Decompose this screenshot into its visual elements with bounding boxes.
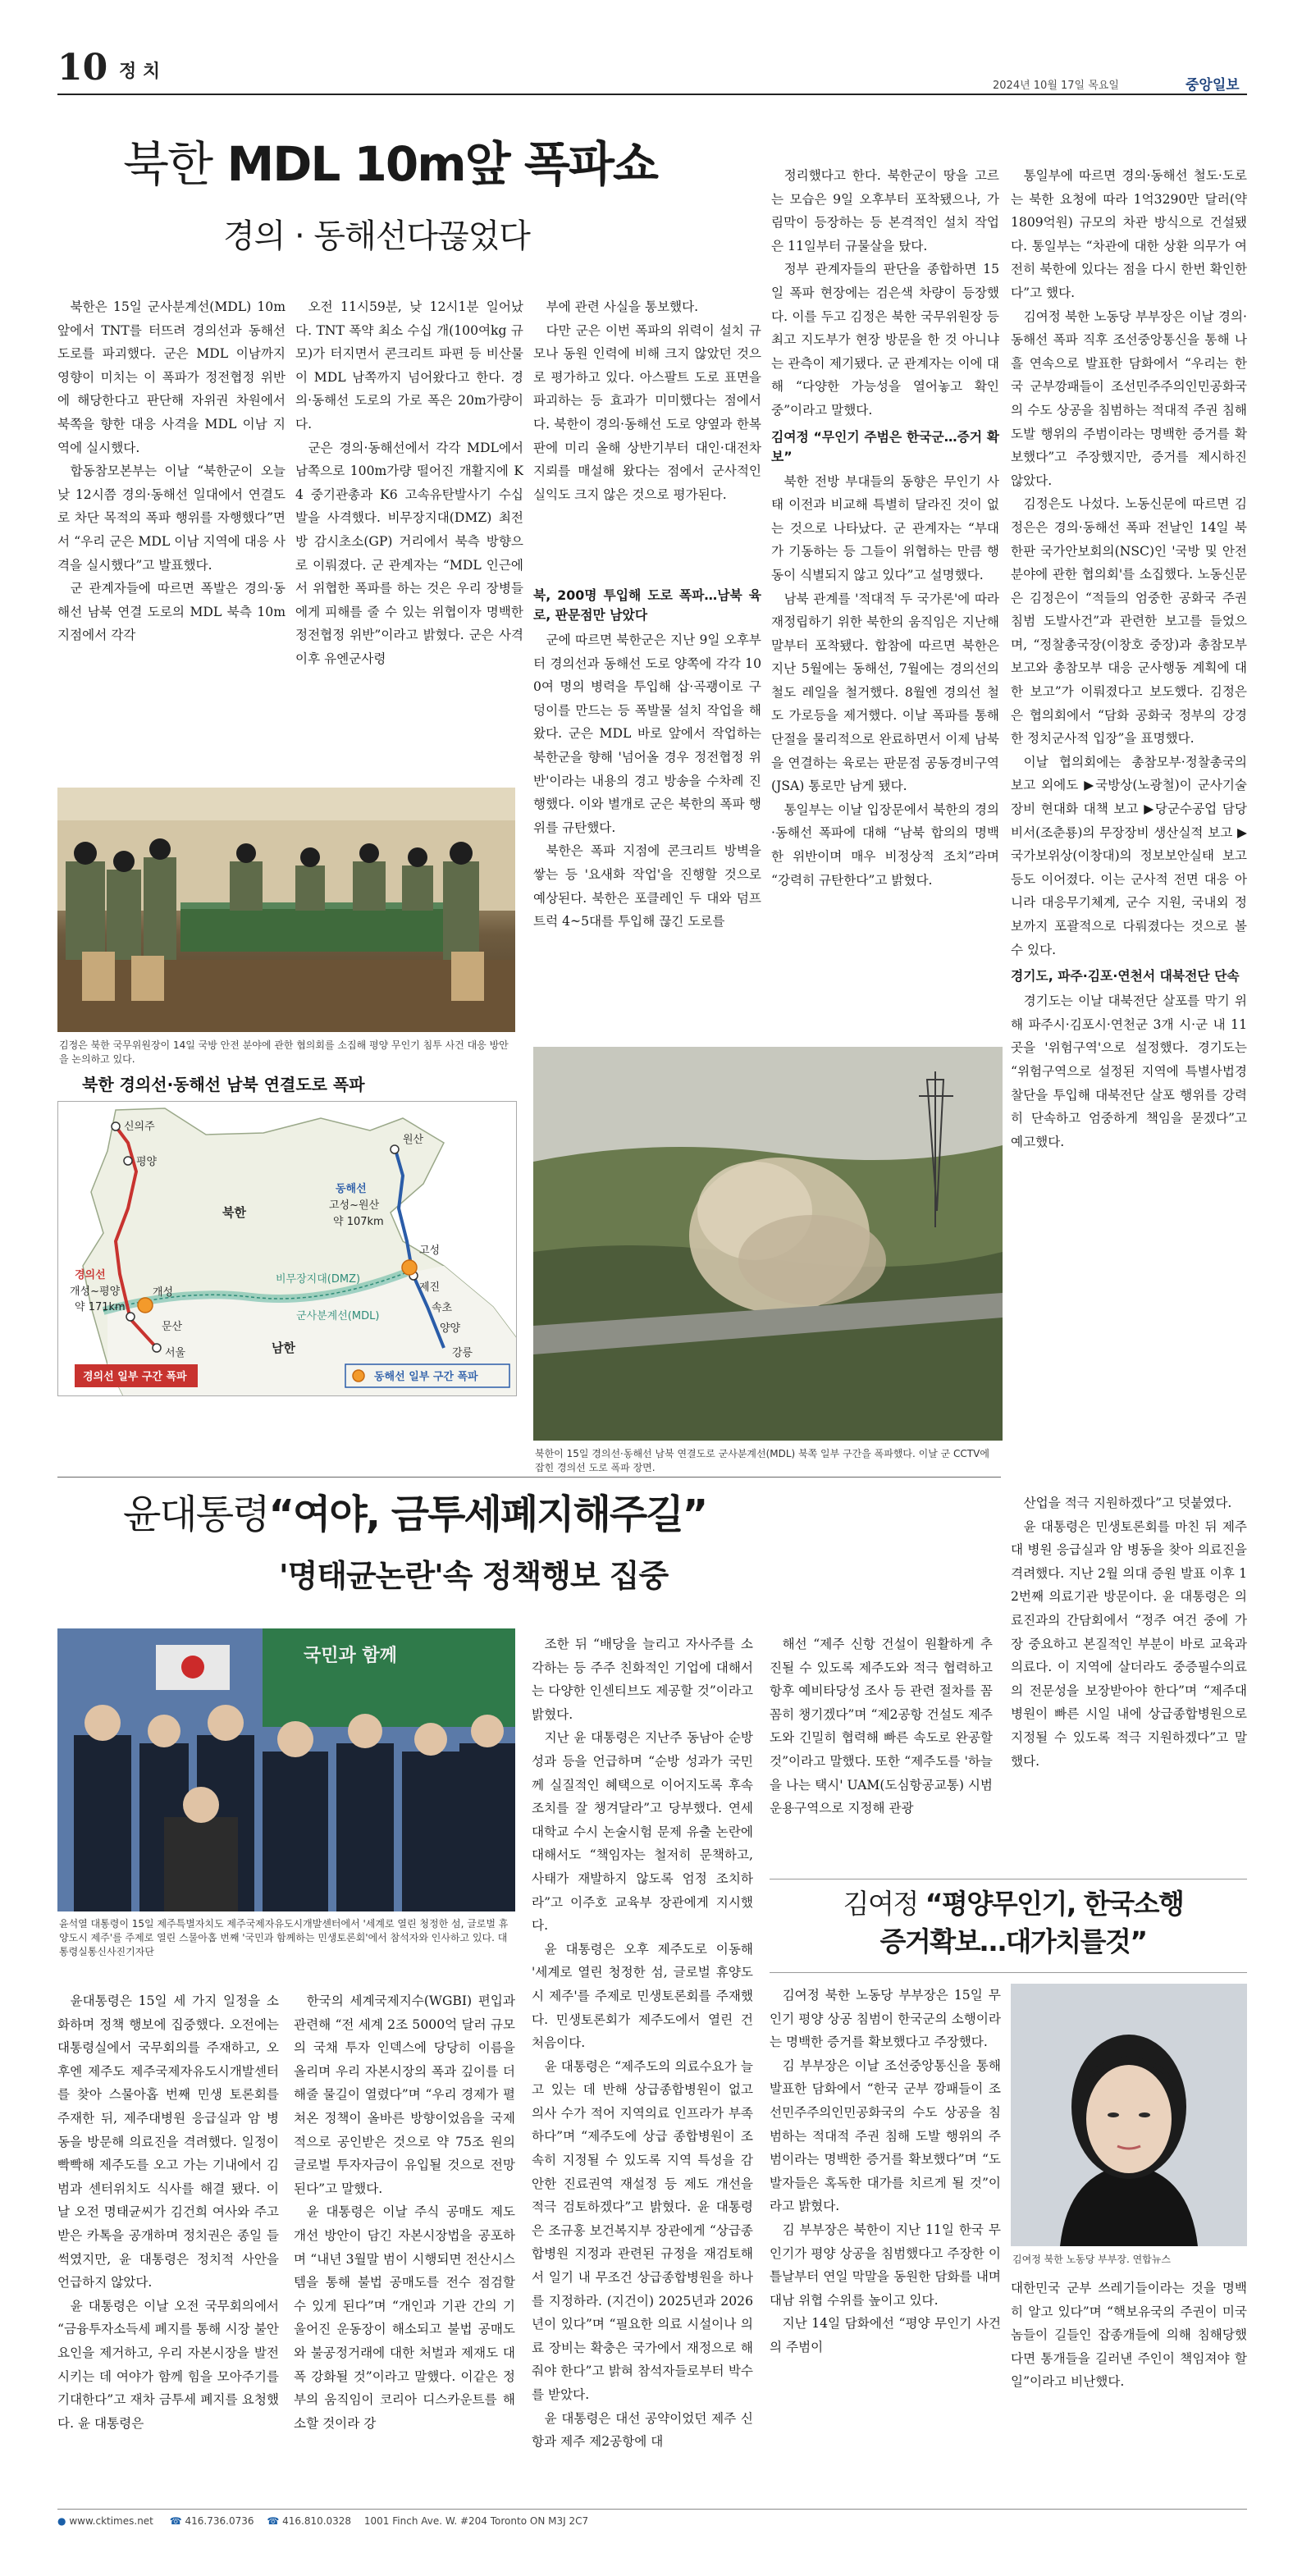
paragraph: 윤 대통령은 이날 오전 국무회의에서 “금융투자소득세 폐지를 통해 시장 불안 요인을 제거하고, 우리 자본시장을 발전시키는 데 여야가 함께 힘을 모아주기를 기대한다”고 재차 금투세 폐지를 요청했다. 윤 대통령은 [57, 2298, 279, 2431]
paragraph: 부에 관련 사실을 통보했다. [546, 299, 699, 314]
header-rule [57, 94, 1247, 95]
map-label-munsan: 문산 [162, 1321, 183, 1333]
paragraph: 다만 군은 이번 폭파의 위력이 설치 규모나 동원 인력에 비해 크지 않았던 것으로 평가하고 있다. 아스팔트 도로 표면을 파괴하는 등 효과가 미미했다는 점에서다. 북한이 경의·동해선 도로 양옆과 한복판에 미리 올해 상반기부터 대인·대전차 지뢰를 매설해 왔다는 점에서 군사적인 실익도 크지 않은 것으로 평가된다. [533, 322, 761, 502]
explosion-scene-image [533, 1047, 1003, 1441]
story2-col3 [532, 1633, 753, 2502]
paragraph: 북한은 폭파 지점에 콘크리트 방벽을 쌓는 등 '요새화 작업'을 진행할 것으로 예상된다. 북한은 포클레인 두 대와 덤프트럭 4~5대를 투입해 끊긴 도로를 [533, 843, 761, 929]
story1-col4 [771, 164, 999, 1042]
story3-headline-prefix: 김여정 [843, 1888, 918, 1920]
paragraph: 김 부부장은 이날 조선중앙통신을 통해 발표한 담화에서 “한국 군부 깡패들이 조선민주주의인민공화국의 수도 상공을 침범하는 적대적 주권 침해 도발 행위의 주범이라는 명백한 증거를 확보했다”며 “도발자들은 혹독한 대가를 치르게 될 것”이라고 밝혔다. [770, 2058, 1001, 2214]
kim-yo-jong-photo [1011, 1984, 1247, 2246]
story1-col3-continued [533, 581, 761, 1040]
paragraph: 경기도는 이날 대북전단 살포를 막기 위해 파주시·김포시·연천군 3개 시·군 내 11곳을 '위험구역'으로 설정했다. 경기도는 “위험구역으로 설정된 지역에 특별사법경찰단을 투입해 대북전단 살포 행위를 강력히 단속하고 엄중하게 책임을 묻겠다”고 예고했다. [1011, 993, 1247, 1149]
story1-col1 [57, 295, 286, 779]
paragraph: 합동참모본부는 이날 “북한군이 오늘 낮 12시쯤 경의·동해선 일대에서 연결도로 차단 목적의 폭파 행위를 자행했다”면서 “우리 군은 MDL 이남 지역에 대응 사격을 실시했다”고 발표했다. [57, 464, 286, 573]
paragraph: 대한민국 군부 쓰레기들이라는 것을 명백히 알고 있다”며 “핵보유국의 주권이 미국놈들이 길들인 잡종개들에 의해 침해당했다면 통개들을 길러낸 주인이 책임져야 할 일”이라고 비난했다. [1011, 2281, 1247, 2390]
map-label-dmz: 비무장지대(DMZ) [276, 1273, 361, 1286]
paragraph: 산업을 적극 지원하겠다”고 덧붙였다. [1023, 1496, 1232, 1510]
paragraph: 군에 따르면 북한군은 지난 9일 오후부터 경의선과 동해선 도로 양쪽에 각각 100여 명의 병력을 투입해 삽·곡괭이로 구덩이를 만드는 등 폭발물 설치 작업을 해왔다. 군은 MDL 바로 앞에서 작업하는 북한군을 향해 '넘어올 경우 정전협정 위반'이라는 내용의 경고 방송을 수차례 진행했다. 이와 별개로 군은 북한의 폭파 행위를 규탄했다. [533, 633, 761, 835]
map-label-kaesong: 개성 [153, 1286, 174, 1299]
story2-headline-main: “여야, 금투세폐지해주길” [268, 1491, 707, 1537]
footer-address: 1001 Finch Ave. W. #204 Toronto ON M3J 2C7 [363, 2515, 589, 2527]
map-label-pyongyang: 평양 [136, 1156, 158, 1168]
paragraph: 군은 경의·동해선에서 각각 MDL에서 남쪽으로 100m가량 떨어진 개활지에 K4 중기관총과 K6 고속유탄발사기 수십 발을 사격했다. 비무장지대(DMZ) 최전방 감시초소(GP) 거리에서 북측 방향으로 이뤄졌다. 군 관계자는 “MDL 인근에서 위협한 폭파를 하는 것은 우리 장병들에게 피해를 줄 수 있는 위협이자 명백한 정전협정 위반”이라고 밝혔다. 군은 사격 이후 유엔군사령 [295, 440, 523, 666]
map-label-gangneung: 강릉 [452, 1347, 473, 1359]
paragraph: 한국의 세계국제지수(WGBI) 편입과 관련해 “전 세계 2조 5000억 달러 규모의 국채 투자 인덱스에 당당히 이름을 올리며 우리 자본시장의 폭과 깊이를 더해줄 물길이 열렸다”며 “우리 경제가 펼쳐온 정책이 올바른 방향이었음을 국제적으로 공인받은 것으로 약 75조 원의 글로벌 투자자금이 유입될 것으로 전망된다”고 말했다. [294, 1994, 515, 2196]
story3-col1 [770, 1984, 1001, 2501]
paragraph: 지난 윤 대통령은 지난주 동남아 순방 성과 등을 언급하며 “순방 성과가 국민께 실질적인 혜택으로 이어지도록 후속 조치를 잘 챙겨달라”고 당부했다. 연세대학교 수시 논술시험 문제 유출 논란에 대해서도 “책임자는 철저히 문책하고, 사태가 재발하지 않도록 엄정 조치하라”고 이주호 교육부 장관에게 지시했다. [532, 1730, 753, 1934]
map-title: 북한 경의선·동해선 남북 연결도로 폭파 [82, 1075, 365, 1094]
map-label-wonsan: 원산 [403, 1134, 424, 1146]
kim-yo-jong-photo-caption: 김여정 북한 노동당 부부장. 연합뉴스 [1012, 2254, 1171, 2265]
paragraph: 북한 전방 부대들의 동향은 무인기 사태 이전과 비교해 특별히 달라진 것이 없는 것으로 나타났다. 군 관계자는 “부대가 기동하는 등 그들이 위협하는 만큼 행동이 식별되지 않고 있다”고 설명했다. [771, 473, 999, 582]
story1-subheading: 북, 200명 투입해 도로 폭파…남북 육로, 판문점만 남았다 [533, 587, 761, 623]
story1-subhead: 경의 · 동해선다끊었다 [223, 217, 530, 255]
story2-col2 [294, 1989, 515, 2502]
paragraph: 오전 11시59분, 낮 12시1분 일어났다. TNT 폭약 최소 수십 개(100여kg 규모)가 터지면서 콘크리트 파편 등 비산물이 MDL 남쪽까지 넘어왔다고 한다. 경의·동해선 도로의 가로 폭은 20m가량이다. [295, 299, 523, 432]
fax-icon: ☎ [267, 2515, 280, 2527]
story1-headline-prefix: 북한 [123, 136, 212, 192]
story2-headline-prefix: 윤대통령 [123, 1491, 269, 1537]
globe-icon: ● [57, 2515, 66, 2527]
paragraph: 윤 대통령은 “제주도의 의료수요가 늘고 있는 데 반해 상급종합병원이 없고 의사 수가 적어 지역의료 인프라가 부족하다”며 “제주도에 상급 종합병원이 조속히 지정될 수 있도록 지역 특성을 감안한 진료권역 재설정 등 제도 개선을 적극 검토하겠다”고 밝혔다. 윤 대통령은 조규홍 보건복지부 장관에게 “상급종합병원 지정과 관련된 규정을 재검토해서 일기 내 무조건 상급종합병원을 하나를 지정하라. (지건이) 2025년과 2026년이 있다”며 “필요한 의료 시설이나 의료 장비는 확충은 국가에서 재정으로 해줘야 한다”고 밝혀 참석자들로부터 박수를 받았다. [532, 2058, 753, 2402]
footer-rule [57, 2509, 1247, 2510]
paragraph: 김여정 북한 노동당 부부장은 이날 경의·동해선 폭파 직후 조선중앙통신을 통해 나흘 연속으로 발표한 담화에서 “우리는 한국 군부깡패들이 조선민주주의인민공화국의 수도 상공을 침범하는 적대적 주권 침해 도발 행위의 주범이라는 명백한 증거를 확보했다”고 주장했지만, 증거를 제시하진 않았다. [1011, 308, 1247, 488]
paragraph: 김정은도 나섰다. 노동신문에 따르면 김정은은 경의·동해선 폭파 전날인 14일 북한판 국가안보회의(NSC)인 '국방 및 안전 분야에 관한 협의회'를 소집했다. 노동신문은 김정은이 “적들의 엄중한 공화국 주권 침범 도발사건”과 관련한 보고를 들었으며, “정찰총국장(이창호 중장)과 총참모부 보고와 총참모부 대응 군사행동 계획에 대한 보고”가 이뤄졌다고 보도했다. 김정은은 협의회에서 “담화 공화국 정부의 강경한 정치군사적 입장”을 표명했다. [1011, 496, 1247, 747]
map-label-jejin: 제진 [419, 1281, 441, 1294]
explosion-photo-caption: 북한이 15일 경의선·동해선 남북 연결도로 군사분계선(MDL) 북쪽 일부 구간을 폭파했다. 이날 군 CCTV에 잡힌 경의선 도로 폭파 장면. [535, 1448, 989, 1473]
story1-headline-main: MDL 10m앞 폭파쇼 [226, 136, 657, 192]
story1-col5-subheading: 경기도, 파주·김포·연천서 대북전단 단속 [1011, 968, 1240, 984]
meeting-photo [57, 788, 515, 1032]
story3-headline-line1 [783, 1885, 1243, 1923]
map-label-south: 남한 [272, 1341, 295, 1355]
phone-icon: ☎ [169, 2515, 182, 2527]
paragraph: 정리했다고 한다. 북한군이 땅을 고르는 모습은 9일 오후부터 포착됐으나, 가림막이 등장하는 등 본격적인 설치 작업은 11일부터 규물살을 탔다. [771, 168, 999, 253]
map-label-seoul: 서울 [165, 1347, 186, 1359]
story2-col4 [770, 1633, 993, 1866]
paragraph: 김여정 북한 노동당 부부장은 15일 무인기 평양 상공 침범이 한국군의 소행이라는 명백한 증거를 확보했다고 주장했다. [770, 1988, 1001, 2050]
page-number: 10 [57, 47, 108, 89]
map-label-gyeongui-range: 개성~평양 [70, 1286, 121, 1298]
paragraph: 윤대통령은 15일 세 가지 일정을 소화하며 정책 행보에 집중했다. 오전에는 대통령실에서 국무회의를 주재하고, 오후엔 제주도 제주국제자유도시개발센터를 찾아 스물아홉 번째 민생 토론회를 주재한 뒤, 제주대병원 응급실과 암 병동을 방문해 의료진을 격려했다. 일정이 빡빡해 제주도를 오고 가는 기내에서 김범과 센터위치도 식사를 해결 됐다. 이날 오전 명태균씨가 김건희 여사와 주고받은 카톡을 공개하며 정치권은 종일 들썩였지만, 윤 대통령은 정치적 사안을 언급하지 않았다. [57, 1994, 279, 2291]
issue-date: 2024년 10월 17일 목요일 [993, 80, 1119, 92]
president-photo [57, 1628, 515, 1911]
paragraph: 김 부부장은 북한이 지난 11일 한국 무인기가 평양 상공을 침범했다고 주장한 이틀날부터 연일 막말을 동원한 담화를 내며 대남 위협 수위를 높이고 있다. [770, 2222, 1001, 2308]
story1-col5 [1011, 164, 1247, 1485]
portrait-image [1011, 1984, 1247, 2246]
map-label-goseong: 고성 [419, 1245, 441, 1257]
paragraph: 통일부는 이날 입장문에서 북한의 경의·동해선 폭파에 대해 “남북 합의의 명백한 위반이며 매우 비정상적 조치”라며 “강력히 규탄한다”고 밝혔다. [771, 802, 999, 888]
story2-subhead: '명태균논란'속 정책행보 집중 [279, 1558, 669, 1594]
president-photo-caption: 윤석열 대통령이 15일 제주특별자치도 제주국제자유도시개발센터에서 '세계로 열린 청정한 섬, 글로벌 휴양도시 제주'를 주제로 열린 스물아홉 번째 '국민과 함께하는 민생토론회'에서 참석자와 인사하고 있다. 대통령실통신사진기자단 [59, 1918, 509, 1957]
paragraph: 윤 대통령은 민생토론회를 마친 뒤 제주대 병원 응급실과 암 병동을 찾아 의료진을 격려했다. 지난 2월 의대 증원 발표 이후 12번째 의료기관 방문이다. 윤 대통령은 의료진과의 간담회에서 “정주 여건 중에 가장 중요하고 본질적인 부분이 바로 교육과 의료다. 이 지역에 살더라도 중증필수의료의 전문성을 보장받아야 한다”며 “제주대병원이 빠른 시일 내에 상급종합병원으로 지정될 수 있도록 적극 지원하겠다”고 말했다. [1011, 1519, 1247, 1769]
story2-col1 [57, 1989, 279, 2502]
paragraph: 정부 관계자들의 판단을 종합하면 15일 폭파 현장에는 검은색 차량이 등장했다. 이를 두고 김정은 북한 국무위원장 등 최고 지도부가 현장 방문을 한 것 아니냐는 관측이 제기됐다. 군 관계자는 이에 대해 “다양한 가능성을 열어놓고 확인 중”이라고 말했다. [771, 262, 999, 418]
map-label-sinuiju: 신의주 [124, 1121, 155, 1133]
footer-phone2: 416.810.0328 [282, 2515, 352, 2527]
story2-col5 [1011, 1491, 1247, 1869]
story3-headline [783, 1885, 1243, 1961]
map-label-gyeongui-length: 약 171km [75, 1301, 126, 1313]
map-label-mdl: 군사분계선(MDL) [296, 1310, 380, 1322]
paragraph: 지난 14일 담화에선 “평양 무인기 사건의 주범이 [770, 2316, 1001, 2354]
paragraph: 군 관계자들에 따르면 폭발은 경의·동해선 남북 연결 도로의 MDL 북측 10m 지점에서 각각 [57, 581, 286, 643]
paragraph: 남북 관계를 '적대적 두 국가론'에 따라 재정립하기 위한 북한의 움직임은 지난해 말부터 포착됐다. 합참에 따르면 북한은 지난 5월에는 동해선, 7월에는 경의선의 철도 레일을 철거했다. 8월엔 경의선 철도 가로등을 제거했다. 이날 폭파를 통해 단절을 물리적으로 완료하면서 이제 남북을 연결하는 육로는 판문점 공동경비구역(JSA) 통로만 남게 됐다. [771, 591, 999, 794]
story2-headline [123, 1489, 706, 1540]
paragraph: 윤 대통령은 오후 제주도로 이동해 '세계로 열린 청정한 섬, 글로벌 휴양도시 제주'를 주제로 민생토론회를 주재했다. 민생토론회가 제주도에서 열린 건 처음이다. [532, 1941, 753, 2051]
story1-subheading-2: 김여정 “무인기 주범은 한국군…증거 확보” [771, 428, 999, 464]
meeting-photo-caption: 김정은 북한 국무위원장이 14일 국방 안전 분야에 관한 협의회를 소집해 평양 무인기 침투 사건 대응 방안을 논의하고 있다. [59, 1039, 509, 1065]
map-label-donghae-line: 동해선 [336, 1183, 367, 1195]
paragraph: 윤 대통령은 이날 주식 공매도 제도 개선 방안이 담긴 자본시장법을 공포하며 “내년 3월말 범이 시행되면 전산시스템을 통해 불법 공매도를 전수 점검할 수 있게 된다”며 “개인과 기관 간의 기울어진 운동장이 해소되고 불법 공매도와 불공정거래에 대한 처벌과 제재도 대폭 강화될 것”이라고 말했다. 이같은 정부의 움직임이 코리아 디스카운트를 해소할 것이라 강 [294, 2204, 515, 2431]
paragraph: 윤 대통령은 대선 공약이었던 제주 신항과 제주 제2공항에 대 [532, 2410, 753, 2450]
map-label-donghae-range: 고성~원산 [329, 1199, 380, 1212]
paragraph: 북한은 15일 군사분계선(MDL) 10m 앞에서 TNT를 터뜨려 경의선과 동해선 도로를 파괴했다. 군은 MDL 이남까지 영향이 미치는 이 폭파가 정전협정 위반에 해당한다고 판단해 자위권 차원에서 북쪽을 향한 대응 사격을 MDL 이남 지역에 실시했다. [57, 299, 286, 455]
explosion-photo [533, 1047, 1003, 1441]
story3-col2 [1011, 2277, 1247, 2502]
masthead-logo: 중앙일보 [1186, 77, 1240, 94]
map-legend-donghae-blast: 동해선 일부 구간 폭파 [374, 1371, 478, 1383]
story3-headline-line2: 증거확보…대가치를것” [879, 1925, 1147, 1957]
map-label-yangyang: 양양 [440, 1322, 461, 1335]
korea-map-graphic [58, 1102, 517, 1396]
meeting-scene-image [57, 788, 515, 1032]
story-divider [57, 1477, 1001, 1478]
paragraph: 이날 협의회에는 총참모부·정찰총국의 보고 외에도 ▶국방상(노광철)이 군사기술장비 현대화 대책 보고 ▶당군수공업 담당 비서(조춘룡)의 무장장비 생산실적 보고 ▶국가보위상(이창대)의 정보보안실태 보고 등도 이어졌다. 이는 군사적 전면 대응 아니라 대응무기체계, 군수 지원, 국내외 정보까지 포괄적으로 다뤄졌다는 것으로 볼 수 있다. [1011, 754, 1247, 957]
story1-col2 [295, 295, 523, 779]
footer-website[interactable]: www.cktimes.net [69, 2515, 153, 2527]
map-label-sokcho: 속초 [432, 1302, 453, 1314]
paragraph: 해선 “제주 신항 건설이 원활하게 추진될 수 있도록 제주도와 적극 협력하고 항후 예비타당성 조사 등 관련 절차를 꼼꼼히 챙기겠다”며 “제2공항 건설도 제주도와 긴밀히 협력해 빠른 속도로 완공할 것”이라고 말했다. 또한 “제주도를 '하늘을 나는 택시' UAM(도심항공교통) 시범운용구역으로 지정해 관광 [770, 1637, 993, 1816]
rail-map [57, 1101, 517, 1396]
map-label-donghae-length: 약 107km [333, 1216, 384, 1228]
map-legend-gyeongui-blast: 경의선 일부 구간 폭파 [83, 1371, 187, 1383]
story1-headline [123, 135, 657, 193]
paragraph: 통일부에 따르면 경의·동해선 철도·도로는 북한 요청에 따라 1억3290만 달러(약 1809억원) 규모의 차관 방식으로 건설됐다. 통일부는 “차관에 대한 상환 의무가 여전히 북한에 있다는 점을 다시 한번 확인한다”고 했다. [1011, 168, 1247, 300]
footer-bar [57, 2515, 588, 2532]
map-label-gyeongui-line: 경의선 [75, 1269, 106, 1281]
story3-headline-text1: “평양무인기, 한국소행 [925, 1888, 1184, 1920]
footer-phone1: 416.736.0736 [185, 2515, 254, 2527]
photo-banner-text: 국민과 함께 [304, 1646, 397, 1666]
president-scene-image [57, 1628, 515, 1911]
section-label: 정 치 [119, 62, 161, 82]
map-label-north: 북한 [222, 1205, 246, 1220]
paragraph: 조한 뒤 “배당을 늘리고 자사주를 소각하는 등 주주 친화적인 기업에 대해서는 다양한 인센티브도 제공할 것”이라고 밝혔다. [532, 1637, 753, 1722]
